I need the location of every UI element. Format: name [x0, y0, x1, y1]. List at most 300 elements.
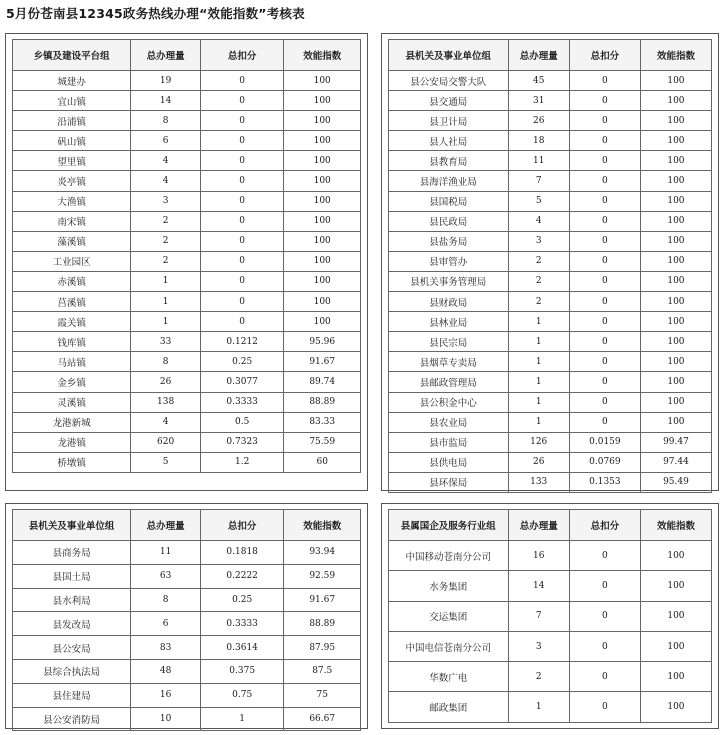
unit-name-cell: 县民宗局	[389, 332, 509, 352]
table-row	[389, 631, 712, 661]
value-cell: 88.89	[284, 392, 361, 412]
unit-name-cell: 交运集团	[389, 601, 509, 631]
value-cell: 4	[131, 151, 201, 171]
column-header: 效能指数	[640, 510, 711, 541]
value-cell: 100	[284, 171, 361, 191]
column-header: 总办理量	[131, 40, 201, 71]
value-cell: 0	[200, 151, 284, 171]
table-row	[389, 131, 712, 151]
value-cell: 3	[131, 191, 201, 211]
value-cell: 100	[284, 211, 361, 231]
unit-name-cell: 县市监局	[389, 432, 509, 452]
value-cell: 0	[200, 191, 284, 211]
unit-name-cell: 县海洋渔业局	[389, 171, 509, 191]
value-cell: 0	[200, 91, 284, 111]
value-cell: 100	[640, 191, 711, 211]
value-cell: 0	[569, 571, 640, 601]
value-cell: 93.94	[284, 541, 361, 565]
table-row	[389, 452, 712, 472]
value-cell: 0.3333	[200, 392, 284, 412]
value-cell: 0	[569, 292, 640, 312]
table-row	[389, 111, 712, 131]
value-cell: 19	[131, 71, 201, 91]
table-row	[13, 231, 361, 251]
value-cell: 48	[131, 659, 201, 683]
table-row	[389, 211, 712, 231]
value-cell: 0	[569, 541, 640, 571]
value-cell: 100	[640, 151, 711, 171]
table-row	[13, 392, 361, 412]
unit-name-cell: 县综合执法局	[13, 659, 131, 683]
unit-name-cell: 大渔镇	[13, 191, 131, 211]
column-header: 总办理量	[508, 40, 569, 71]
value-cell: 2	[508, 292, 569, 312]
value-cell: 100	[640, 571, 711, 601]
county-agency-table-2-panel	[5, 503, 368, 729]
value-cell: 0	[569, 151, 640, 171]
column-header: 县机关及事业单位组	[13, 510, 131, 541]
value-cell: 0	[569, 111, 640, 131]
unit-name-cell: 水务集团	[389, 571, 509, 601]
value-cell: 0	[200, 131, 284, 151]
table-row	[389, 171, 712, 191]
table-row	[389, 692, 712, 722]
table-row	[389, 151, 712, 171]
value-cell: 100	[640, 601, 711, 631]
value-cell: 0	[569, 352, 640, 372]
value-cell: 100	[640, 211, 711, 231]
county-agency-table-2	[12, 509, 361, 731]
value-cell: 4	[131, 412, 201, 432]
value-cell: 1	[508, 332, 569, 352]
value-cell: 2	[508, 251, 569, 271]
value-cell: 100	[640, 91, 711, 111]
table-row	[389, 312, 712, 332]
table-row	[389, 662, 712, 692]
value-cell: 100	[640, 171, 711, 191]
table-row	[13, 151, 361, 171]
value-cell: 0	[569, 71, 640, 91]
value-cell: 620	[131, 432, 201, 452]
value-cell: 100	[640, 312, 711, 332]
value-cell: 0	[569, 631, 640, 661]
table-row	[13, 111, 361, 131]
value-cell: 0	[569, 231, 640, 251]
table-row	[389, 251, 712, 271]
value-cell: 87.5	[284, 659, 361, 683]
value-cell: 5	[508, 191, 569, 211]
value-cell: 6	[131, 131, 201, 151]
table-row	[13, 91, 361, 111]
value-cell: 100	[640, 352, 711, 372]
unit-name-cell: 县供电局	[389, 452, 509, 472]
value-cell: 75.59	[284, 432, 361, 452]
table-row	[13, 707, 361, 731]
value-cell: 1	[508, 352, 569, 372]
unit-name-cell: 县财政局	[389, 292, 509, 312]
value-cell: 0.0159	[569, 432, 640, 452]
column-header: 县机关及事业单位组	[389, 40, 509, 71]
unit-name-cell: 县民政局	[389, 211, 509, 231]
value-cell: 4	[131, 171, 201, 191]
unit-name-cell: 中国移动苍南分公司	[389, 541, 509, 571]
unit-name-cell: 华数广电	[389, 662, 509, 692]
value-cell: 0	[200, 211, 284, 231]
value-cell: 0	[569, 662, 640, 692]
table-row	[13, 372, 361, 392]
value-cell: 0	[569, 332, 640, 352]
value-cell: 14	[131, 91, 201, 111]
unit-name-cell: 霞关镇	[13, 312, 131, 332]
unit-name-cell: 邮政集团	[389, 692, 509, 722]
value-cell: 1	[131, 271, 201, 291]
value-cell: 83.33	[284, 412, 361, 432]
unit-name-cell: 龙港新城	[13, 412, 131, 432]
unit-name-cell: 灵溪镇	[13, 392, 131, 412]
column-header: 效能指数	[284, 510, 361, 541]
column-header: 总扣分	[200, 40, 284, 71]
value-cell: 0	[200, 111, 284, 131]
column-header: 总扣分	[200, 510, 284, 541]
value-cell: 4	[508, 211, 569, 231]
column-header: 总扣分	[569, 40, 640, 71]
value-cell: 0.7323	[200, 432, 284, 452]
value-cell: 100	[284, 292, 361, 312]
value-cell: 0	[200, 231, 284, 251]
value-cell: 100	[640, 271, 711, 291]
value-cell: 1	[131, 312, 201, 332]
table-row	[13, 588, 361, 612]
value-cell: 91.67	[284, 588, 361, 612]
value-cell: 1	[508, 412, 569, 432]
table-row	[389, 472, 712, 492]
value-cell: 0.2222	[200, 564, 284, 588]
table-row	[389, 372, 712, 392]
value-cell: 0	[200, 271, 284, 291]
unit-name-cell: 县国税局	[389, 191, 509, 211]
value-cell: 2	[508, 271, 569, 291]
value-cell: 97.44	[640, 452, 711, 472]
table-row	[13, 71, 361, 91]
value-cell: 0.3077	[200, 372, 284, 392]
value-cell: 100	[640, 372, 711, 392]
unit-name-cell: 沿浦镇	[13, 111, 131, 131]
value-cell: 0.5	[200, 412, 284, 432]
unit-name-cell: 县住建局	[13, 683, 131, 707]
value-cell: 95.49	[640, 472, 711, 492]
unit-name-cell: 县农业局	[389, 412, 509, 432]
value-cell: 87.95	[284, 636, 361, 660]
unit-name-cell: 县卫计局	[389, 111, 509, 131]
township-table-panel	[5, 33, 368, 491]
table-row	[13, 171, 361, 191]
table-row	[13, 659, 361, 683]
unit-name-cell: 县审管办	[389, 251, 509, 271]
value-cell: 100	[640, 251, 711, 271]
table-row	[389, 432, 712, 452]
value-cell: 100	[640, 662, 711, 692]
value-cell: 0.75	[200, 683, 284, 707]
value-cell: 2	[131, 211, 201, 231]
unit-name-cell: 赤溪镇	[13, 271, 131, 291]
value-cell: 0	[569, 372, 640, 392]
value-cell: 100	[640, 412, 711, 432]
value-cell: 0.3614	[200, 636, 284, 660]
value-cell: 0.1353	[569, 472, 640, 492]
table-header-row	[389, 510, 712, 541]
table-header-row	[13, 40, 361, 71]
value-cell: 26	[508, 111, 569, 131]
value-cell: 10	[131, 707, 201, 731]
unit-name-cell: 县公安局交警大队	[389, 71, 509, 91]
value-cell: 75	[284, 683, 361, 707]
value-cell: 1	[508, 392, 569, 412]
value-cell: 1	[508, 372, 569, 392]
table-row	[13, 612, 361, 636]
value-cell: 1.2	[200, 452, 284, 472]
value-cell: 0	[200, 71, 284, 91]
table-row	[13, 564, 361, 588]
unit-name-cell: 县交通局	[389, 91, 509, 111]
value-cell: 0.1818	[200, 541, 284, 565]
unit-name-cell: 桥墩镇	[13, 452, 131, 472]
column-header: 乡镇及建设平台组	[13, 40, 131, 71]
value-cell: 0	[569, 312, 640, 332]
value-cell: 100	[284, 111, 361, 131]
value-cell: 1	[508, 312, 569, 332]
value-cell: 8	[131, 111, 201, 131]
value-cell: 0.1212	[200, 332, 284, 352]
unit-name-cell: 县邮政管理局	[389, 372, 509, 392]
table-row	[13, 452, 361, 472]
unit-name-cell: 马站镇	[13, 352, 131, 372]
unit-name-cell: 工业园区	[13, 251, 131, 271]
table-row	[389, 352, 712, 372]
value-cell: 16	[508, 541, 569, 571]
value-cell: 0	[200, 292, 284, 312]
table-row	[13, 251, 361, 271]
value-cell: 0.3333	[200, 612, 284, 636]
table-header-row	[389, 40, 712, 71]
table-row	[13, 312, 361, 332]
value-cell: 83	[131, 636, 201, 660]
value-cell: 0	[200, 312, 284, 332]
value-cell: 33	[131, 332, 201, 352]
value-cell: 2	[131, 231, 201, 251]
unit-name-cell: 中国电信苍南分公司	[389, 631, 509, 661]
column-header: 效能指数	[284, 40, 361, 71]
table-row	[389, 412, 712, 432]
table-row	[13, 131, 361, 151]
value-cell: 2	[131, 251, 201, 271]
value-cell: 16	[131, 683, 201, 707]
value-cell: 100	[284, 71, 361, 91]
column-header: 效能指数	[640, 40, 711, 71]
value-cell: 100	[284, 251, 361, 271]
table-row	[389, 392, 712, 412]
unit-name-cell: 县商务局	[13, 541, 131, 565]
unit-name-cell: 县国土局	[13, 564, 131, 588]
value-cell: 100	[284, 312, 361, 332]
table-row	[13, 541, 361, 565]
value-cell: 100	[640, 292, 711, 312]
value-cell: 5	[131, 452, 201, 472]
value-cell: 1	[508, 692, 569, 722]
value-cell: 0	[200, 171, 284, 191]
value-cell: 100	[640, 231, 711, 251]
value-cell: 8	[131, 588, 201, 612]
table-row	[13, 332, 361, 352]
value-cell: 0	[200, 251, 284, 271]
value-cell: 0	[569, 412, 640, 432]
table-row	[389, 231, 712, 251]
value-cell: 8	[131, 352, 201, 372]
table-header-row	[13, 510, 361, 541]
county-agency-table	[388, 39, 712, 493]
value-cell: 0.375	[200, 659, 284, 683]
value-cell: 100	[284, 91, 361, 111]
value-cell: 0	[569, 601, 640, 631]
table-row	[13, 432, 361, 452]
column-header: 总扣分	[569, 510, 640, 541]
table-row	[13, 636, 361, 660]
value-cell: 100	[640, 392, 711, 412]
unit-name-cell: 县公积金中心	[389, 392, 509, 412]
value-cell: 45	[508, 71, 569, 91]
column-header: 县属国企及服务行业组	[389, 510, 509, 541]
table-row	[389, 91, 712, 111]
unit-name-cell: 县盐务局	[389, 231, 509, 251]
value-cell: 63	[131, 564, 201, 588]
value-cell: 26	[508, 452, 569, 472]
unit-name-cell: 藻溪镇	[13, 231, 131, 251]
value-cell: 100	[284, 191, 361, 211]
unit-name-cell: 金乡镇	[13, 372, 131, 392]
value-cell: 100	[640, 131, 711, 151]
value-cell: 99.47	[640, 432, 711, 452]
table-row	[13, 292, 361, 312]
table-row	[389, 191, 712, 211]
unit-name-cell: 莒溪镇	[13, 292, 131, 312]
table-row	[13, 352, 361, 372]
value-cell: 26	[131, 372, 201, 392]
unit-name-cell: 宜山镇	[13, 91, 131, 111]
value-cell: 31	[508, 91, 569, 111]
value-cell: 126	[508, 432, 569, 452]
value-cell: 3	[508, 631, 569, 661]
value-cell: 7	[508, 171, 569, 191]
value-cell: 88.89	[284, 612, 361, 636]
value-cell: 60	[284, 452, 361, 472]
value-cell: 1	[200, 707, 284, 731]
value-cell: 0	[569, 171, 640, 191]
value-cell: 100	[284, 131, 361, 151]
state-enterprise-table	[388, 509, 712, 723]
table-row	[13, 211, 361, 231]
value-cell: 7	[508, 601, 569, 631]
value-cell: 11	[131, 541, 201, 565]
value-cell: 0	[569, 131, 640, 151]
state-enterprise-table-panel	[381, 503, 719, 729]
value-cell: 89.74	[284, 372, 361, 392]
value-cell: 100	[640, 111, 711, 131]
value-cell: 92.59	[284, 564, 361, 588]
value-cell: 100	[640, 332, 711, 352]
table-row	[389, 601, 712, 631]
table-row	[389, 292, 712, 312]
value-cell: 18	[508, 131, 569, 151]
value-cell: 95.96	[284, 332, 361, 352]
unit-name-cell: 县烟草专卖局	[389, 352, 509, 372]
unit-name-cell: 钱库镇	[13, 332, 131, 352]
unit-name-cell: 县人社局	[389, 131, 509, 151]
value-cell: 2	[508, 662, 569, 692]
value-cell: 91.67	[284, 352, 361, 372]
value-cell: 0	[569, 692, 640, 722]
table-row	[389, 571, 712, 601]
value-cell: 100	[640, 631, 711, 661]
table-row	[389, 271, 712, 291]
value-cell: 100	[640, 541, 711, 571]
value-cell: 0	[569, 191, 640, 211]
value-cell: 0	[569, 251, 640, 271]
value-cell: 14	[508, 571, 569, 601]
unit-name-cell: 县教育局	[389, 151, 509, 171]
value-cell: 0.0769	[569, 452, 640, 472]
table-row	[389, 541, 712, 571]
value-cell: 66.67	[284, 707, 361, 731]
value-cell: 11	[508, 151, 569, 171]
value-cell: 0	[569, 211, 640, 231]
unit-name-cell: 县水利局	[13, 588, 131, 612]
unit-name-cell: 县发改局	[13, 612, 131, 636]
unit-name-cell: 南宋镇	[13, 211, 131, 231]
value-cell: 1	[131, 292, 201, 312]
unit-name-cell: 望里镇	[13, 151, 131, 171]
unit-name-cell: 县公安消防局	[13, 707, 131, 731]
value-cell: 138	[131, 392, 201, 412]
township-table	[12, 39, 361, 473]
unit-name-cell: 龙港镇	[13, 432, 131, 452]
table-row	[13, 191, 361, 211]
value-cell: 100	[284, 271, 361, 291]
value-cell: 6	[131, 612, 201, 636]
value-cell: 0.25	[200, 352, 284, 372]
unit-name-cell: 矾山镇	[13, 131, 131, 151]
value-cell: 100	[640, 692, 711, 722]
page-title: 5月份苍南县12345政务热线办理“效能指数”考核表	[6, 6, 305, 21]
column-header: 总办理量	[131, 510, 201, 541]
value-cell: 3	[508, 231, 569, 251]
table-row	[13, 412, 361, 432]
value-cell: 100	[284, 231, 361, 251]
table-row	[389, 332, 712, 352]
value-cell: 0	[569, 91, 640, 111]
table-row	[13, 683, 361, 707]
unit-name-cell: 炎亭镇	[13, 171, 131, 191]
table-row	[389, 71, 712, 91]
value-cell: 0	[569, 392, 640, 412]
unit-name-cell: 县环保局	[389, 472, 509, 492]
unit-name-cell: 城建办	[13, 71, 131, 91]
unit-name-cell: 县机关事务管理局	[389, 271, 509, 291]
value-cell: 0.25	[200, 588, 284, 612]
table-row	[13, 271, 361, 291]
value-cell: 0	[569, 271, 640, 291]
value-cell: 100	[640, 71, 711, 91]
column-header: 总办理量	[508, 510, 569, 541]
unit-name-cell: 县公安局	[13, 636, 131, 660]
